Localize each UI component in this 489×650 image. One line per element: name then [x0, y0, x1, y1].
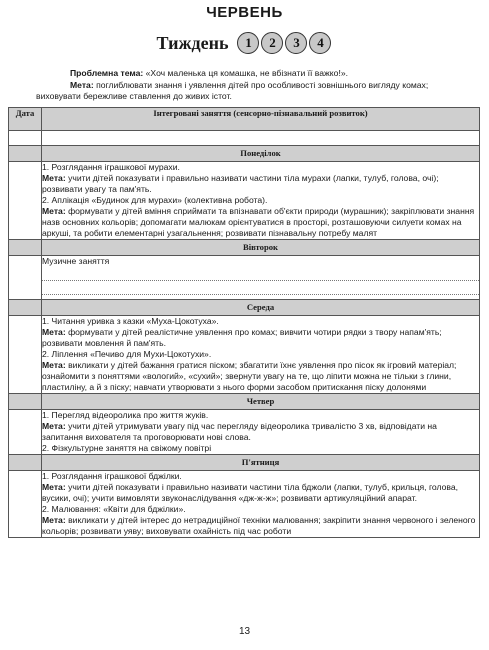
week-number-1: 1: [237, 32, 259, 54]
activity-cell: [42, 162, 480, 240]
week-selector: [0, 30, 489, 56]
intro-block: [36, 68, 476, 103]
goal-text: викликати у дітей бажання гратися піском; збагатити їхнє уявлення про пісок як ігровий матеріал; ознайомити з поняттями «вологий», «сухий»; звернути увагу на те, що ліпити можна не тільки з глини, пластиліну, а й з піску; навчати утворювати з нього форми засобом притискання піску долонями: [42, 360, 457, 392]
day-name: Понеділок: [42, 146, 480, 162]
column-header-main: Інтегровані заняття (сенсорно-пізнавальний розвиток): [42, 108, 480, 131]
goal-text: учити дітей утримувати увагу під час перегляду відеоролика тривалістю 3 хв, відповідати на запитання вихователя та проговорювати нові слова.: [42, 421, 437, 442]
goal-label: Мета:: [70, 79, 94, 90]
goal-text: викликати у дітей інтерес до нетрадиційної техніки малювання; закріпити знання червоного і зеленого кольорів; розвивати уяву; виховувати охайність під час роботи: [42, 515, 476, 536]
goal-text: учити дітей показувати і правильно називати частини тіла бджоли (лапки, тулуб, крильця, голова, вусики, очі); учити вимовляти звуконаслідування «дж-ж-ж»; розвивати артикуляційний апарат.: [42, 482, 459, 503]
day-content-thursday: [9, 410, 480, 455]
date-cell: [9, 471, 42, 538]
activity-cell: [42, 410, 480, 455]
activity-goal: [42, 482, 479, 504]
goal-text: поглиблювати знання і уявлення дітей про особливості зовнішнього вигляду комах;: [93, 79, 429, 90]
date-cell: [9, 316, 42, 394]
activity-title: 1. Перегляд відеоролика про життя жуків.: [42, 410, 209, 420]
goal-text: формувати у дітей реалістичне уявлення про комах; вивчити чотири рядки з твору напам'ять; розвивати мовлення й пам'ять.: [42, 327, 442, 348]
date-cell: [9, 162, 42, 240]
problem-theme: [36, 68, 476, 80]
day-content-monday: [9, 162, 480, 240]
date-cell: [9, 256, 42, 300]
day-name: П'ятниця: [42, 455, 480, 471]
goal-label: Мета:: [42, 482, 66, 492]
problem-text: «Хоч маленька ця комашка, не вбізнати її важко!».: [143, 68, 348, 78]
table-spacer-row: [9, 131, 480, 146]
activity-title: 2. Аплікація «Будинок для мурахи» (колективна робота).: [42, 195, 268, 205]
schedule-table: [8, 107, 480, 538]
activity-title: 2. Фізкультурне заняття на свіжому повітрі: [42, 443, 212, 453]
day-name: Середа: [42, 300, 480, 316]
day-name: Вівторок: [42, 240, 480, 256]
activity-title: 1. Розглядання іграшкової мурахи.: [42, 162, 180, 172]
column-header-date: Дата: [9, 108, 42, 131]
goal-continuation: виховувати бережливе ставлення до живих істот.: [36, 91, 232, 101]
activity-goal: [42, 173, 479, 195]
problem-label: Проблемна тема:: [70, 68, 144, 78]
day-name: Четвер: [42, 394, 480, 410]
dotted-line: [42, 267, 479, 281]
activity-cell: [42, 256, 480, 300]
goal-label: Мета:: [42, 421, 66, 431]
day-content-wednesday: [9, 316, 480, 394]
date-cell: [9, 410, 42, 455]
activity-title: 1. Розглядання іграшкової бджілки.: [42, 471, 182, 481]
activity-goal: [42, 515, 479, 537]
day-header-monday: [9, 146, 480, 162]
page-title: ЧЕРВЕНЬ: [206, 4, 283, 21]
goal-text: формувати у дітей вміння сприймати та впізнавати об'єкти природи (мурашник); закріплювати знання назв основних кольорів; допомагати малюкам орієнтуватися в просторі, розташовуючи силуети комах на аркуші, та робити елементарні узагальнення; розвивати пізнавальну потребу малят: [42, 206, 475, 238]
goal-label: Мета:: [42, 206, 66, 216]
goal-text: учити дітей показувати і правильно називати частини тіла мурахи (лапки, тулуб, голова, очі); розвивати увагу та пам'ять.: [42, 173, 439, 194]
activity-goal: [42, 327, 479, 349]
goal-label: Мета:: [42, 327, 66, 337]
music-lesson: Музичне заняття: [42, 256, 110, 266]
activity-title: 2. Ліплення «Печиво для Мухи-Цокотухи».: [42, 349, 212, 359]
day-content-friday: [9, 471, 480, 538]
week-number-2: 2: [261, 32, 283, 54]
day-header-thursday: [9, 394, 480, 410]
table-header-row: [9, 108, 480, 131]
activity-title: 1. Читання уривка з казки «Муха-Цокотуха».: [42, 316, 219, 326]
goal-label: Мета:: [42, 173, 66, 183]
dotted-line: [42, 281, 479, 295]
activity-cell: [42, 471, 480, 538]
week-number-3: 3: [285, 32, 307, 54]
day-header-friday: [9, 455, 480, 471]
goal-label: Мета:: [42, 360, 66, 370]
activity-goal: [42, 421, 479, 443]
day-content-tuesday: [9, 256, 480, 300]
week-number-4: 4: [309, 32, 331, 54]
goal-line: [36, 80, 476, 92]
activity-title: 2. Малювання: «Квіти для бджілки».: [42, 504, 186, 514]
page-number: 13: [238, 626, 251, 637]
activity-goal: [42, 206, 479, 239]
week-label: Тиждень: [156, 32, 229, 53]
activity-cell: [42, 316, 480, 394]
activity-goal: [42, 360, 479, 393]
day-header-tuesday: [9, 240, 480, 256]
goal-label: Мета:: [42, 515, 66, 525]
day-header-wednesday: [9, 300, 480, 316]
